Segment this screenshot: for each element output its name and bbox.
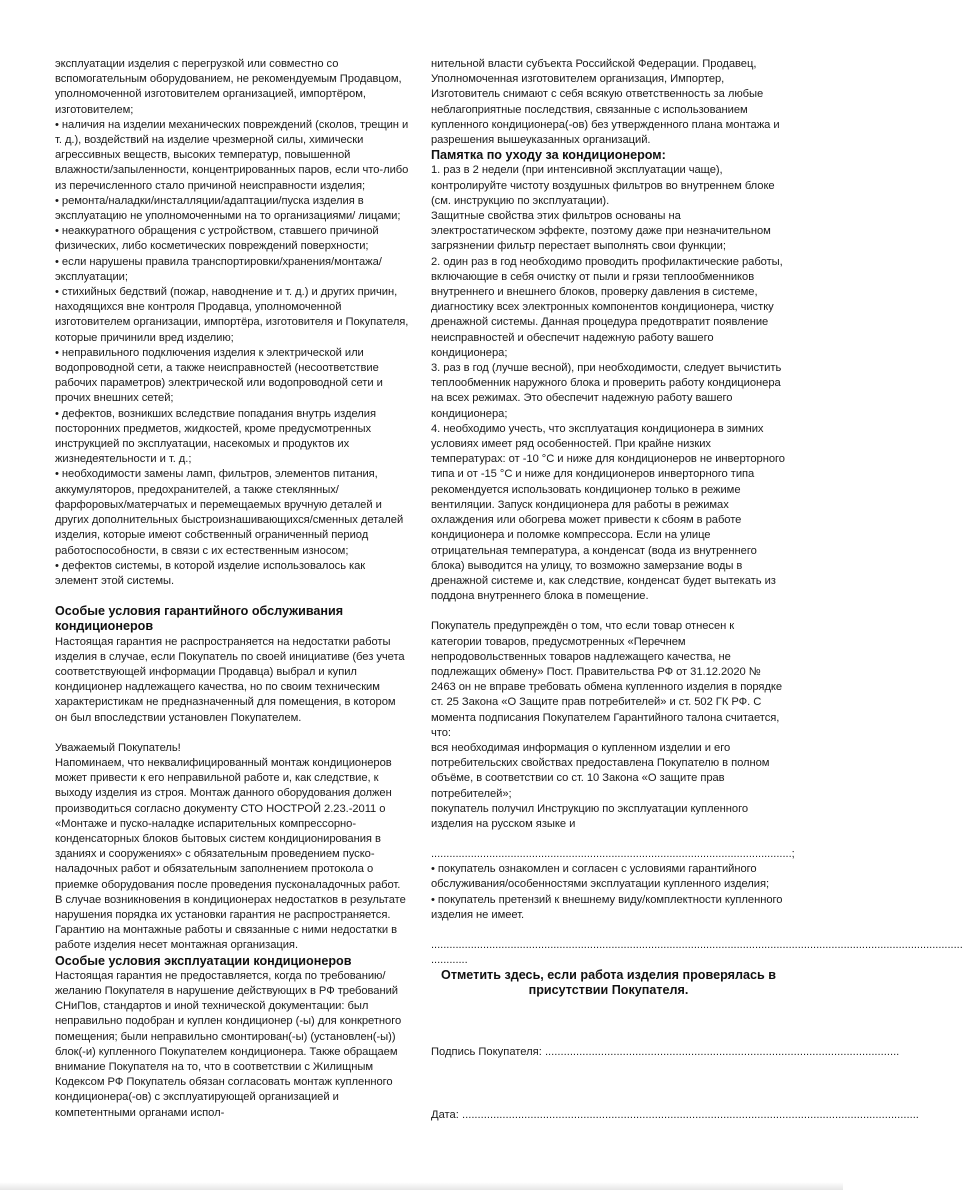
spacer xyxy=(55,589,410,604)
signature-label: Подпись Покупателя: xyxy=(431,1045,542,1058)
spacer xyxy=(55,726,410,741)
care-item: 4. необходимо учесть, что эксплуатация кондиционера в зимних условиях имеет ряд особенностей. При крайне низких температурах: от -10 °С и ниже для кондиционеров не инверторного типа и от -15 °С и ниже для кондиционеров инверторного типа рекомендуется использовать кондиционер только в режиме вентиляции. Запуск кондиционера для работы в режимах охлаждения или обогрева может привести к сбоям в работе кондиционера и поломке компрессора. Если на улице отрицательная температура, а конденсат (вода из внутреннего блока) выводится на улицу, то возможно замерзание воды в дренажной системе и, как следствие, конденсат будет вытекать из поддона внутреннего блока в помещение. xyxy=(431,422,785,603)
care-memo-heading: Памятка по уходу за кондиционером: xyxy=(431,148,666,163)
left-column xyxy=(55,57,410,1121)
buyer-notice-paragraph: Покупатель предупреждён о том, что если товар отнесен к категории товаров, предусмотренных «Перечнем непродовольственных товаров надлежащего качества, не подлежащих обмену» Пост. Правительства РФ от 31.12.2020 № 2463 он не вправе требовать обмена купленного изделия в порядке ст. 25 Закона «О Защите прав потребителей» и ст. 502 ГК РФ. С момента подписания Покупателем Гарантийного талона считается, что: xyxy=(431,620,783,739)
date-row xyxy=(431,1108,919,1123)
operation-conditions-paragraph: Настоящая гарантия не предоставляется, когда по требованию/желанию Покупателя в нарушение действующих в РФ требований СНиПов, стандартов и иной технической документации: был неправильно подобран и куплен кондиционер (-ы) для конкретного помещения; были неправильно смонтирован(-ы) (установлен(-ы)) блок(-и) купленного Покупателем кондиционера. Также обращаем внимание Покупателя на то, что в соответствии с Жилищным Кодексом РФ Покупатель обязан согласовать монтаж купленного кондиционера(-ов) с эксплуатирующей организацией и компетентными органами испол- xyxy=(55,969,402,1119)
exclusion-item: • дефектов, возникших вследствие попадания внутрь изделия посторонних предметов, жидкостей, кроме предусмотренных инструкцией по эксплуатации, насекомых и продуктов их жизнедеятельности и т. д.; xyxy=(55,407,376,466)
exclusion-item: • ремонта/наладки/инсталляции/адаптации/пуска изделия в эксплуатацию не уполномоченными на то организациями/ лицами; xyxy=(55,194,401,223)
consent-statement: вся необходимая информация о купленном изделии и его потребительских свойствах предоставлена Покупателю в полном объёме, в соответствии со ст. 10 Закона «О защите прав потребителей»; xyxy=(431,741,770,800)
warranty-service-paragraph: Настоящая гарантия не распространяется на недостатки работы изделия в случае, если Покупатель по своей инициативе (без учета соответствующей информации Продавца) выбрал и купил кондиционер надлежащего качества, но по своим техническим характеристикам не предназначенный для помещения, в котором он был впоследствии установлен Покупателем. xyxy=(55,635,405,724)
installation-defects-paragraph: В случае возникновения в кондиционерах недостатков в результате нарушения порядка их установки гарантия не распространяется. Гарантию на монтажные работы и связанные с ними недостатки в работе изделия несет монтажная организация. xyxy=(55,893,406,952)
consent-statement: покупатель получил Инструкцию по эксплуатации купленного изделия на русском языке и xyxy=(431,802,749,830)
exclusion-item: • необходимости замены ламп, фильтров, элементов питания, аккумуляторов, предохранителей, а также стеклянных/фарфоровых/матерчатых и перемещаемых вручную деталей и других дополнительных быстроизнашивающихся/сменных деталей изделия, которые имеют собственный ограниченный период работоспособности, в связи с их естественным износом; xyxy=(55,468,404,557)
care-item: Защитные свойства этих фильтров основаны на электростатическом эффекте, поэтому даже при незначительном загрязнении фильтр перестает выполнять свои функции; xyxy=(431,210,771,253)
exclusion-item: • стихийных бедствий (пожар, наводнение и т. д.) и других причин, находящихся вне контроля Продавца, уполномоченной изготовителем организации, импортёра, изготовителя и Покупателя, которые причинили вред изделию; xyxy=(55,286,409,344)
warranty-service-heading: Особые условия гарантийного обслуживания кондиционеров xyxy=(55,604,344,634)
right-intro-paragraph: нительной власти субъекта Российской Федерации. Продавец, Уполномоченная изготовителем организация, Импортер, Изготовитель снимают с себя всякую ответственность за любые неблагоприятные последствия, связанные с использованием купленного кондиционера(-ов) без утвержденного плана монтажа и разрешения вышеуказанных организаций. xyxy=(431,58,780,147)
care-item: 1. раз в 2 недели (при интенсивной эксплуатации чаще), контролируйте чистоту воздушных фильтров во внутреннем блоке (см. инструкцию по эксплуатации). xyxy=(431,164,775,207)
exclusion-item: • дефектов системы, в которой изделие использовалось как элемент этой системы. xyxy=(55,559,366,587)
spacer xyxy=(431,832,786,847)
date-label: Дата: xyxy=(431,1108,459,1121)
spacer xyxy=(431,999,786,1045)
care-item: 2. один раз в год необходимо проводить профилактические работы, включающие в себя очистку от пыли и грязи теплообменников внутреннего и внешнего блоков, проверку давления в системе, диагностику всех электронных компонентов кондиционера, чистку дренажной системы. Данная процедура предотвратит появление неисправностей и обеспечит надежную работу вашего кондиционера; xyxy=(431,255,783,359)
spacer xyxy=(431,604,786,619)
exclusion-item: • неправильного подключения изделия к электрической или водопроводной сети, а также неисправностей (несоответствие рабочих параметров) электрической или водопроводной сети и прочих внешних сетей; xyxy=(55,346,383,405)
exclusion-item: • наличия на изделии механических повреждений (сколов, трещин и т. д.), воздействий на изделие чрезмерной силы, химически агрессивных веществ, высоких температур, повышенной влажности/запыленности, концентрированных паров, если что-либо из перечисленного стало причиной неисправности изделия; xyxy=(55,118,409,192)
left-intro-paragraph: эксплуатации изделия с перегрузкой или совместно со вспомогательным оборудованием, не рекомендуемым Продавцом, уполномоченной изготовителем организацией, импортёром, изготовителем; xyxy=(55,58,402,116)
check-mark-field[interactable]: .............................................................................................................................................................................. xyxy=(431,938,963,951)
exclusion-item: • если нарушены правила транспортировки/хранения/монтажа/эксплуатации; xyxy=(55,255,382,283)
spacer xyxy=(431,923,786,938)
date-field[interactable]: ................................................................................................................................................... xyxy=(462,1108,919,1121)
exclusion-item: • неаккуратного обращения с устройством, ставшего причиной физических, либо косметических повреждений поверхности; xyxy=(55,225,379,253)
check-note: Отметить здесь, если работа изделия проверялась в присутствии Покупателя. xyxy=(441,967,776,998)
check-mark-field-end[interactable]: ............ xyxy=(431,953,468,966)
consent-statement: • покупатель претензий к внешнему виду/комплектности купленного изделия не имеет. xyxy=(431,893,783,921)
operation-conditions-heading: Особые условия эксплуатации кондиционеров xyxy=(55,953,352,968)
installation-paragraph: Напоминаем, что неквалифицированный монтаж кондиционеров может привести к его неправильной работе и, как следствие, к выходу изделия из строя. Монтаж данного оборудования должен производиться согласно документу СТО НОСТРОЙ 2.23.-2011 о «Монтаже и пуско-наладке испарительных компрессорно-конденсаторных блоков бытовых систем кондиционирования в зданиях и сооружениях» с обязательным проведением пуско-наладочных работ и обязательным заполнением протокола о приемке оборудования после проведения пусконаладочных работ. xyxy=(55,756,401,891)
care-item: 3. раз в год (лучше весной), при необходимости, следует вычистить теплообменник наружного блока и проверить работу кондиционера на всех режимах. Это обеспечит надежную работу вашего кондиционера; xyxy=(431,362,782,420)
signature-field[interactable]: .................................................................................................................. xyxy=(544,1045,900,1058)
signature-row xyxy=(431,1045,900,1060)
right-column xyxy=(431,57,963,1123)
consent-statement: • покупатель ознакомлен и согласен с условиями гарантийного обслуживания/особенностями эксплуатации купленного изделия; xyxy=(431,863,770,891)
fill-in-line[interactable]: ......................................................................................................................; xyxy=(431,848,795,861)
greeting: Уважаемый Покупатель! xyxy=(55,741,181,754)
page-bottom-edge xyxy=(0,1182,843,1190)
spacer xyxy=(431,1060,786,1108)
